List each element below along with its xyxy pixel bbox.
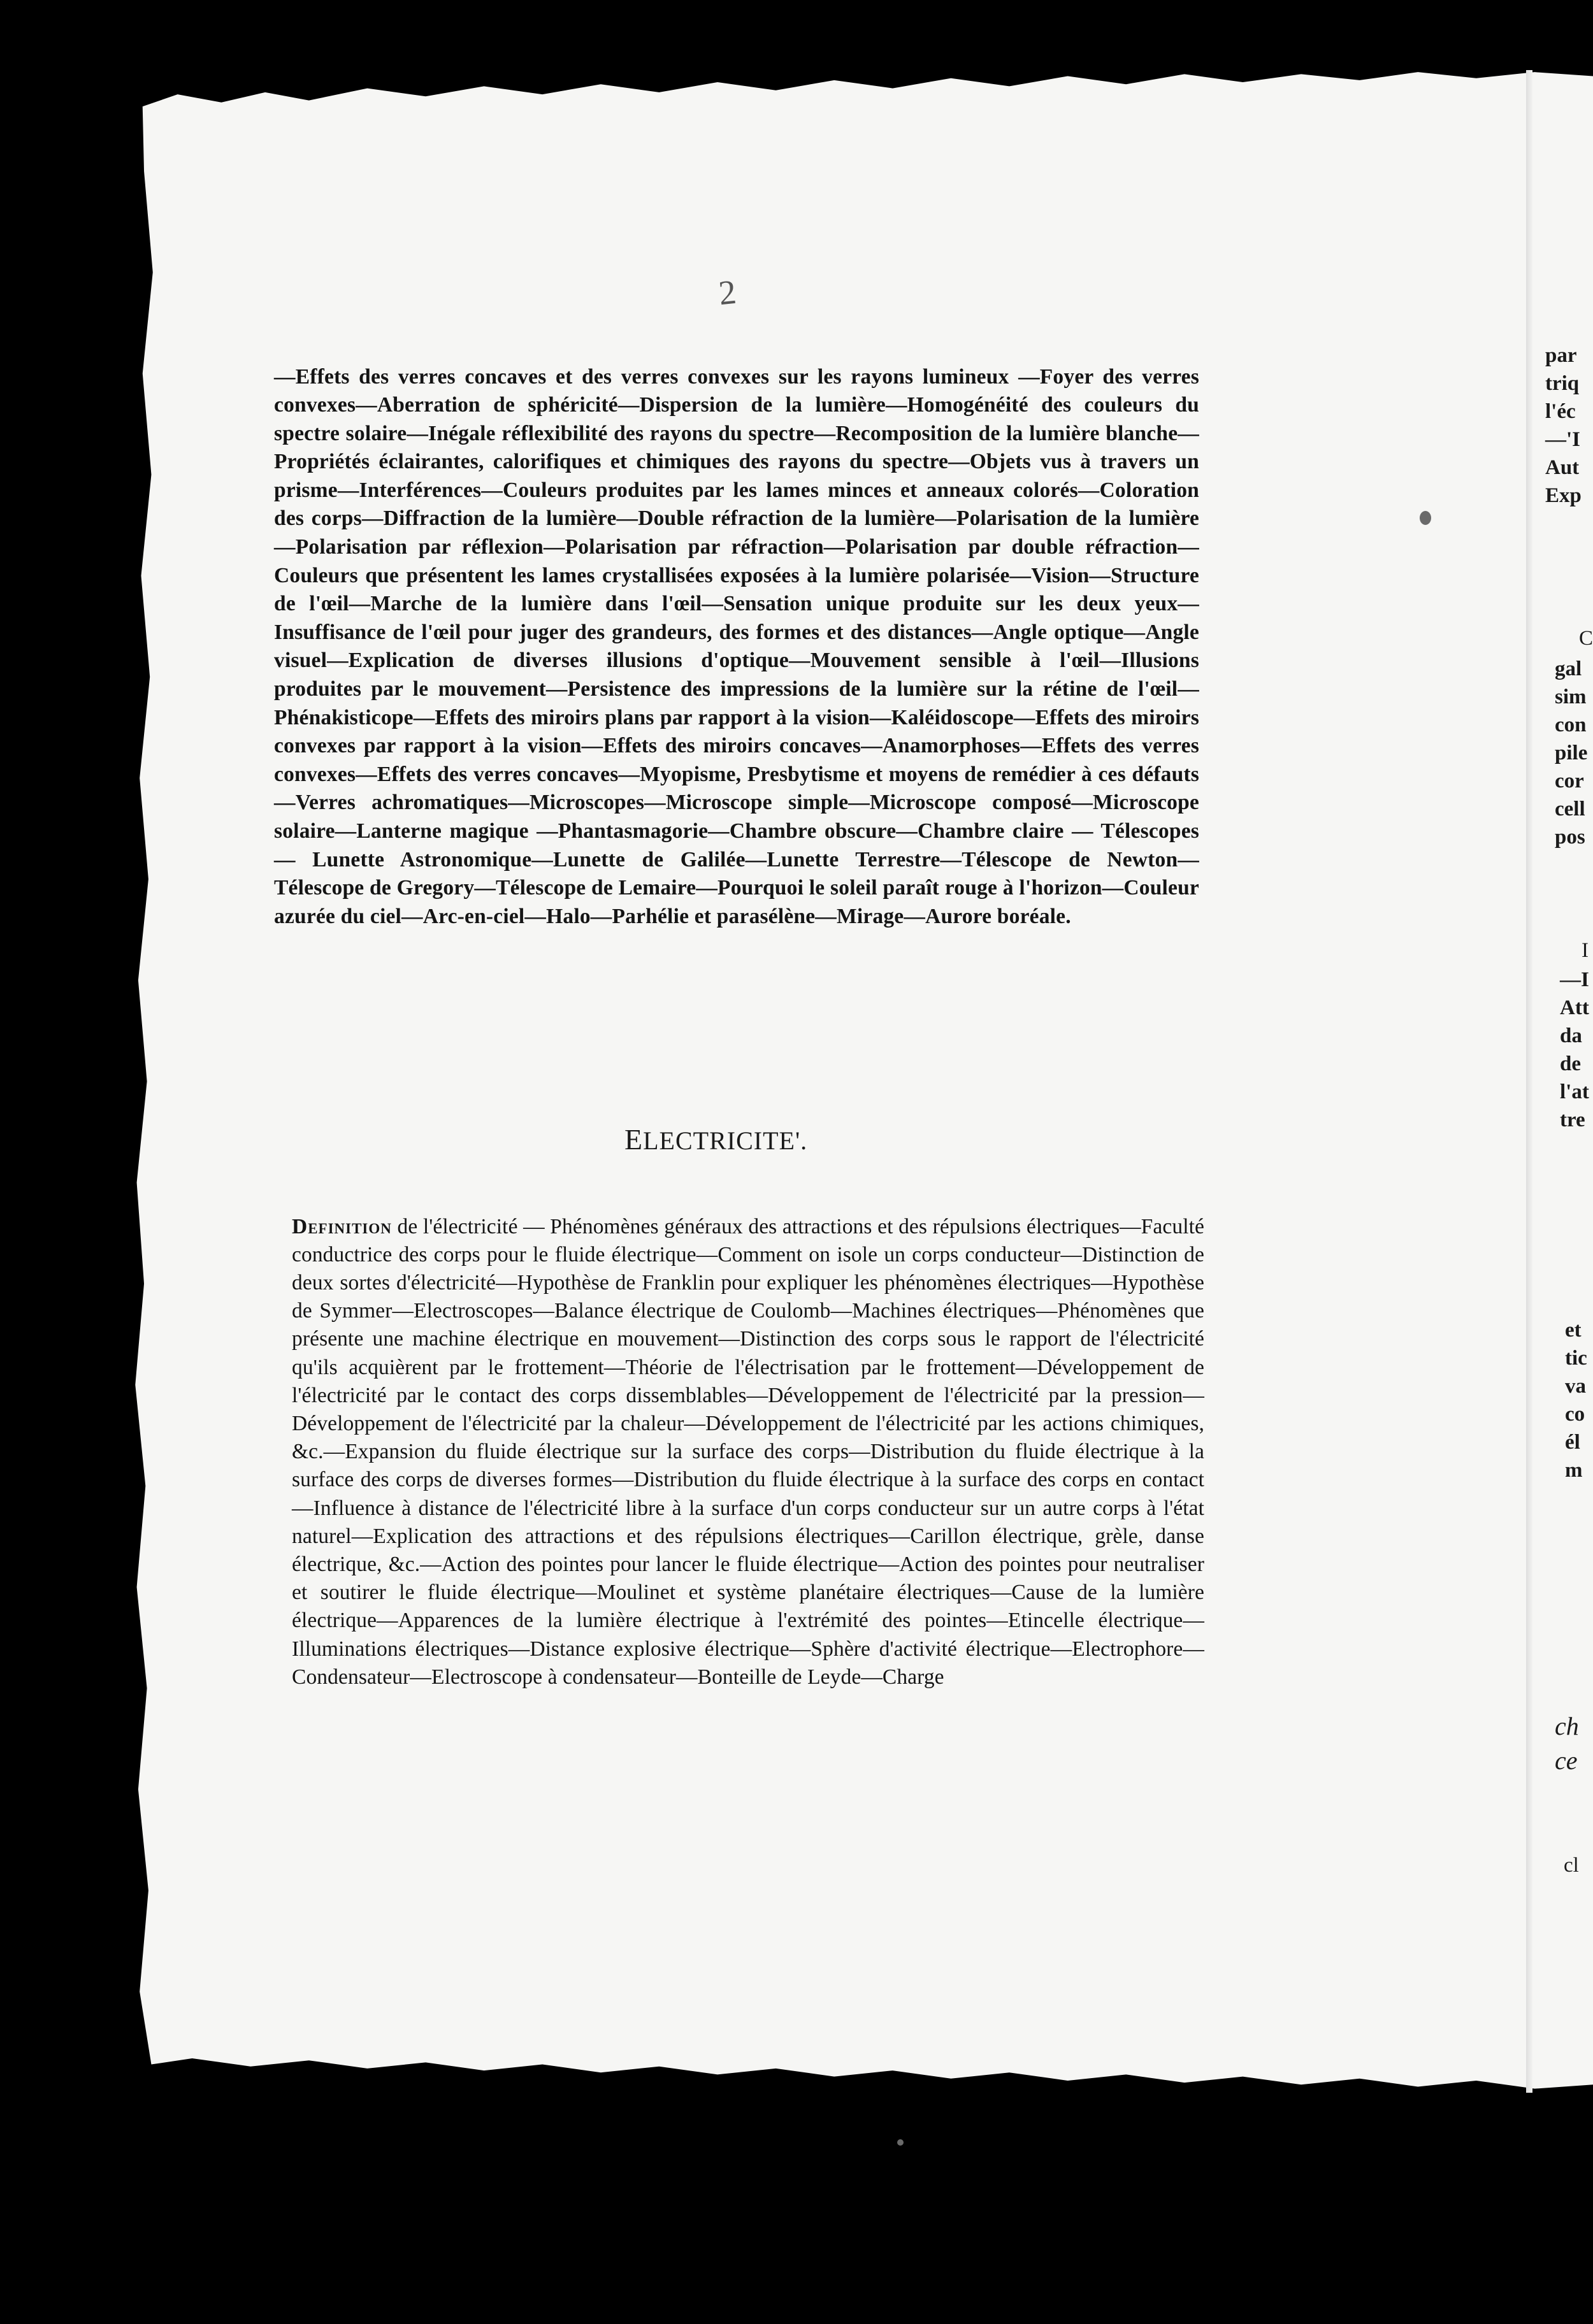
right-page-fragment: I [1582, 939, 1589, 962]
right-page-fragment: —I [1560, 968, 1589, 991]
right-page-fragment: pos [1555, 826, 1585, 849]
right-page-fragment: triq [1545, 372, 1580, 395]
right-page-fragment: cell [1555, 798, 1585, 821]
right-page-fragment: co [1565, 1403, 1585, 1426]
page-number: 2 [716, 272, 739, 313]
right-page-fragment: él [1565, 1431, 1580, 1454]
right-page-fragment: con [1555, 714, 1587, 736]
right-page-fragment: ch [1555, 1712, 1579, 1740]
definition-lead-word: Definition [292, 1214, 392, 1238]
right-page-fragment: et [1565, 1319, 1582, 1342]
electricity-heading-rest: LECTRICITE'. [643, 1126, 808, 1155]
electricity-topics-text: de l'électricité — Phénomènes généraux des attractions et des répulsions électriques—Faculté conductrice des corps pour le fluide électrique—Comment on isole un corps conducteur—Distinction de deux sortes d'électricité—Hypothèse de Franklin pour expliquer les phénomènes électriques—Hypothèse de Symmer—Electroscopes—Balance électrique de Coulomb—Machines électriques—Phénomènes que présente une machine électrique en mouvement—Distinction des corps sous le rapport de l'électricité qu'ils acquièrent par le frottement—Théorie de l'électrisation par le frottement—Développement de l'électricité par le contact des corps dissemblables—Développement de l'électricité par la pression—Développement de l'électricité par la chaleur—Développement de l'électricité par les actions chimiques, &c.—Expansion du fluide électrique sur la surface des corps—Distribution du fluide électrique à la surface des corps de diverses formes—Distribution du fluide électrique à la surface des corps en contact—Influence à distance de l'électricité libre à la surface d'un corps conducteur sur un autre corps à l'état naturel—Explication des attractions et des répulsions électriques—Carillon électrique, grèle, danse électrique, &c.—Action des pointes pour lancer le fluide électrique—Action des pointes pour neutraliser et soutirer le fluide électrique—Moulinet et système planétaire électriques—Cause de la lumière électrique—Apparences de la lumière électrique à l'extrémité des pointes—Etincelle électrique—Illuminations électriques—Distance explosive électrique—Sphère d'activité électrique—Electrophore—Condensateur—Electroscope à condensateur—Bonteille de Leyde—Charge [292, 1214, 1204, 1689]
right-page-fragment: Att [1560, 996, 1589, 1019]
right-page-fragment: par [1545, 344, 1577, 367]
right-page-fragment: gal [1555, 657, 1582, 680]
right-page-fragment: de [1560, 1052, 1581, 1075]
right-page-fragment: l'at [1560, 1080, 1589, 1103]
right-page-fragment: Exp [1545, 484, 1582, 507]
right-page-fragment: —'I [1545, 428, 1581, 451]
right-page-fragment: m [1565, 1459, 1583, 1482]
right-page-fragment: va [1565, 1375, 1586, 1398]
ink-speck [1420, 511, 1431, 525]
page-gutter [1526, 70, 1532, 2093]
electricity-heading [624, 1123, 807, 1156]
electricity-heading-initial: E [624, 1123, 644, 1156]
ink-speck [897, 2139, 904, 2146]
right-page-fragment: cor [1555, 770, 1584, 793]
right-page-fragment: Aut [1545, 456, 1580, 479]
right-page-fragment: pile [1555, 742, 1588, 764]
right-page-fragment: sim [1555, 685, 1587, 708]
right-page-fragment: da [1560, 1024, 1582, 1047]
electricity-topics-paragraph [292, 1213, 1204, 1691]
optics-topics-paragraph: —Effets des verres concaves et des verres convexes sur les rayons lumineux —Foyer des verres convexes—Aberration de sphéricité—Dispersion de la lumière—Homogénéité des couleurs du spectre solaire—Inégale réflexibilité des rayons du spectre—Recomposition de la lumière blanche—Propriétés éclairantes, calorifiques et chimiques des rayons du spectre—Objets vus à travers un prisme—Interférences—Couleurs produites par les lames minces et anneaux colorés—Coloration des corps—Diffraction de la lumière—Double réfraction de la lumière—Polarisation de la lumière—Polarisation par réflexion—Polarisation par réfraction—Polarisation par double réfraction—Couleurs que présentent les lames crystallisées exposées à la lumière polarisée—Vision—Structure de l'œil—Marche de la lumière dans l'œil—Sensation unique produite sur les deux yeux—Insuffisance de l'œil pour juger des grandeurs, des formes et des distances—Angle optique—Angle visuel—Explication de diverses illusions d'optique—Mouvement sensible à l'œil—Illusions produites par le mouvement—Persistence des impressions de la lumière sur la rétine de l'œil—Phénakisticope—Effets des miroirs plans par rapport à la vision—Kaléidoscope—Effets des miroirs convexes par rapport à la vision—Effets des miroirs concaves—Anamorphoses—Effets des verres convexes—Effets des verres concaves—Myopisme, Presbytisme et moyens de remédier à ces défauts—Verres achromatiques—Microscopes—Microscope simple—Microscope composé—Microscope solaire—Lanterne magique —Phantasmagorie—Chambre obscure—Chambre claire — Télescopes— Lunette Astronomique—Lunette de Galilée—Lunette Terrestre—Télescope de Newton—Télescope de Gregory—Télescope de Lemaire—Pourquoi le soleil paraît rouge à l'horizon—Couleur azurée du ciel—Arc-en-ciel—Halo—Parhélie et parasélène—Mirage—Aurore boréale. [274, 364, 1199, 928]
right-page-fragment: C [1579, 627, 1593, 650]
right-page-fragment: tic [1565, 1347, 1587, 1370]
right-page-fragment: cl [1564, 1854, 1579, 1877]
right-page-fragment: tre [1560, 1108, 1585, 1131]
right-page-fragment: l'éc [1545, 400, 1576, 423]
right-page-fragment: ce [1555, 1746, 1578, 1775]
